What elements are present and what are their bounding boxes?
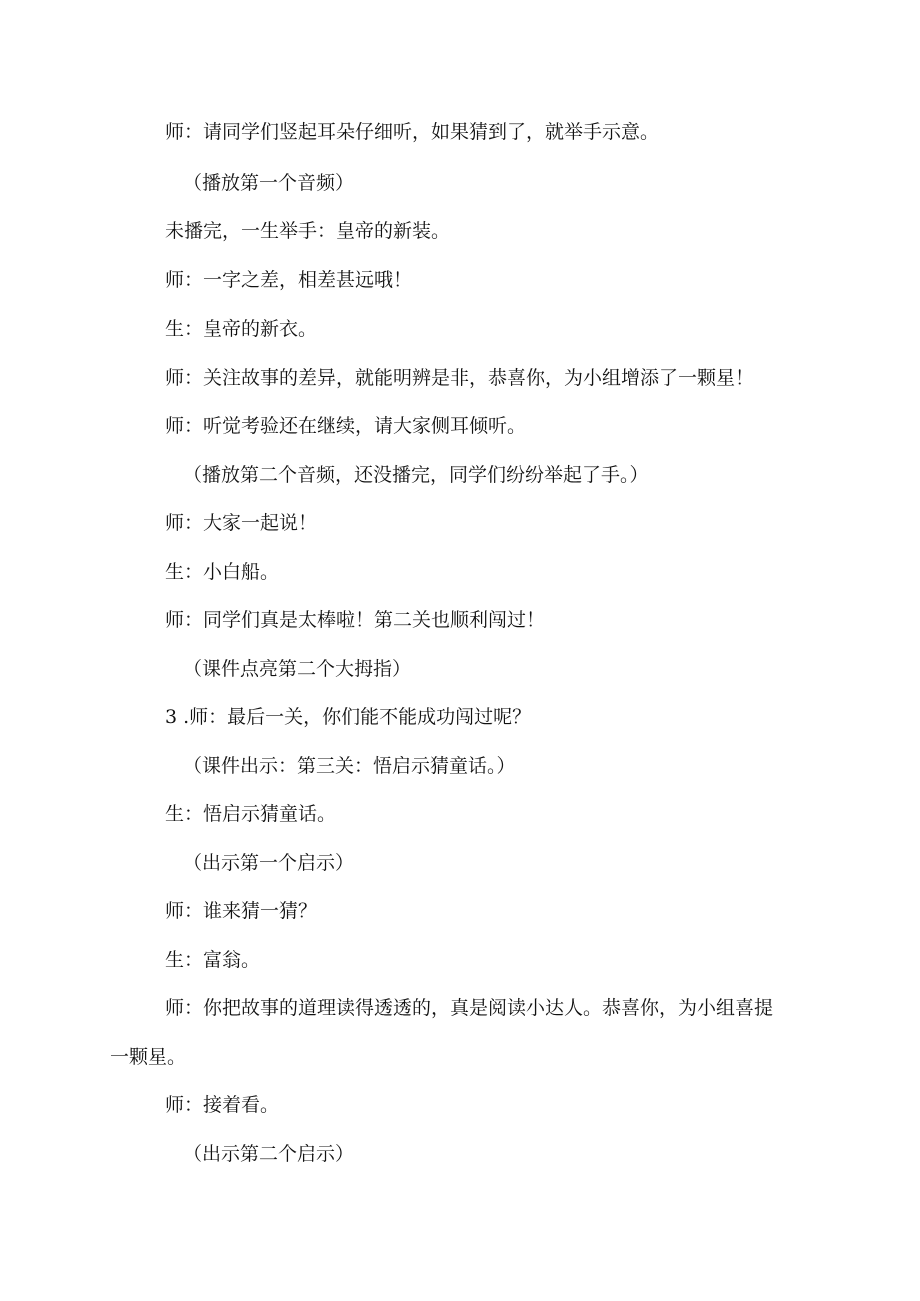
student-line: 生：富翁。 [165, 949, 261, 971]
stage-direction: （播放第一个音频） [183, 172, 355, 194]
teacher-line: 师：接着看。 [165, 1094, 280, 1116]
stage-direction: （课件点亮第二个大拇指） [183, 658, 412, 680]
teacher-line: 师：关注故事的差异，就能明辨是非，恭喜你，为小组增添了一颗星！ [165, 367, 755, 389]
teacher-line: 师：谁来猜一猜？ [165, 900, 318, 922]
student-line: 生：皇帝的新衣。 [165, 318, 318, 340]
teacher-line: 师：大家一起说！ [165, 512, 318, 534]
teacher-line: 师：同学们真是太棒啦！第二关也顺利闯过！ [165, 609, 546, 631]
stage-direction: （播放第二个音频，还没播完，同学们纷纷举起了手。） [183, 464, 649, 486]
teacher-line: 师：请同学们竖起耳朵仔细听，如果猜到了，就举手示意。 [165, 121, 660, 143]
teacher-line: 师：你把故事的道理读得透透的，真是阅读小达人。恭喜你，为小组喜提 [165, 997, 774, 1019]
numbered-teacher-line: 3 .师：最后一关，你们能不能成功闯过呢？ [165, 706, 532, 728]
narration-line: 未播完，一生举手：皇帝的新装。 [165, 220, 451, 242]
stage-direction: （出示第一个启示） [183, 852, 355, 874]
teacher-line: 师：一字之差，相差甚远哦！ [165, 269, 413, 291]
student-line: 生：小白船。 [165, 561, 280, 583]
teacher-line: 师：听觉考验还在继续，请大家侧耳倾听。 [165, 415, 527, 437]
teacher-line-continued: 一颗星。 [110, 1046, 187, 1068]
stage-direction: （课件出示：第三关：悟启示猜童话。） [183, 755, 516, 777]
student-line: 生：悟启示猜童话。 [165, 803, 337, 825]
stage-direction: （出示第二个启示） [183, 1143, 355, 1165]
